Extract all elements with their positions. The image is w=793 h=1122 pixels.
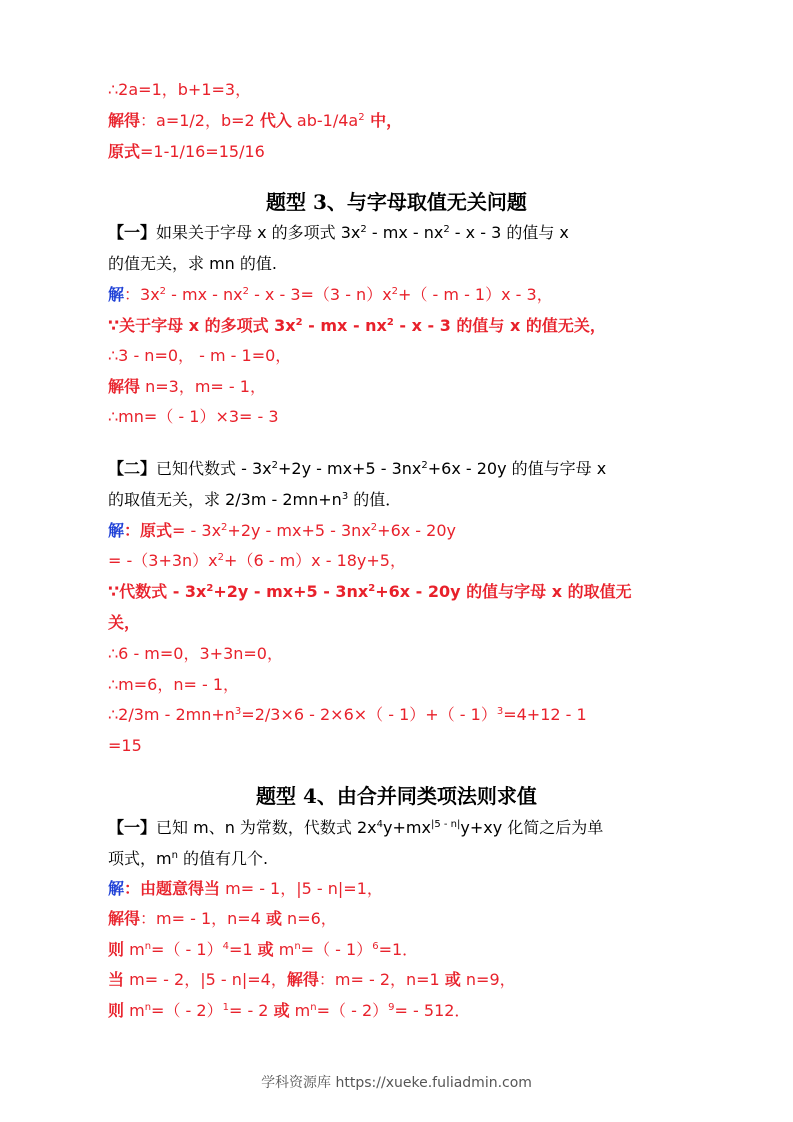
footer-source: 学科资源库 https://xueke.fuliadmin.com	[261, 1075, 532, 1091]
s3-q1-solution-line-3: ∴3 - n=0， - m - 1=0，	[108, 346, 292, 365]
section-4-title: 题型 4、由合并同类项法则求值	[256, 784, 537, 808]
s4-q1-question-line-2: 项式，$m^n$ 的值有几个.	[108, 849, 269, 868]
s3-q1-solution-line-2: ∵关于字母 x 的多项式 $3x^2$ - mx - $nx^2$ - x - 3 的值与 x 的值无关，	[108, 316, 606, 335]
s3-q2-solution-line-3: ∵代数式 - $3x^2+2y - mx+5 - 3nx^2+6x - 20y$ 的值与字母 x 的取值无	[108, 582, 632, 601]
s3-q2-solution-line-8: =15	[108, 736, 142, 755]
s3-q2-solution-line-6: ∴m=6，n= - 1，	[108, 675, 240, 694]
prev-solution-line-3: 原式=1-1/16=15/16	[108, 142, 265, 161]
s3-q1-solution-line-1: 解：$3x^2$ - mx - $nx^2 - x - 3=(3 - n)x^2+( - m - 1)x - 3$，	[108, 285, 553, 304]
prev-solution-line-2: 解得：a=1/2，b=2 代入 $ab-1/4a^2$ 中，	[108, 111, 403, 130]
s4-q1-solution-line-4: 当 m= - 2，|5 - n|=4，解得：m= - 2，n=1 或 n=9，	[108, 970, 516, 989]
s3-q1-question-line-1: 【一】如果关于字母 x 的多项式 $3x^2$ - mx - $nx^2$ - x - 3 的值与 x	[108, 223, 569, 242]
prev-solution-line-1: ∴2a=1，b+1=3，	[108, 80, 252, 99]
s4-q1-solution-line-5: 则 $m^n=( - 2)^1= - 2$ 或 $m^n=( - 2)^9= - 512$．	[108, 1001, 471, 1020]
s4-q1-solution-line-2: 解得：m= - 1，n=4 或 n=6，	[108, 909, 337, 928]
s3-q2-solution-line-5: ∴6 - m=0，3+3n=0，	[108, 644, 283, 663]
s4-q1-question-line-1: 【一】已知 m、n 为常数，代数式 $2x^4y+mx^{|5 - n|}y+xy$ 化简之后为单	[108, 818, 604, 837]
s3-q2-solution-line-1: 解：原式= - $3x^2+2y - mx+5 - 3nx^2+6x - 20y$	[108, 521, 456, 540]
s3-q2-question-line-2: 的取值无关，求 $2/3m - 2mn+n^3$ 的值．	[108, 490, 402, 509]
section-3-title: 题型 3、与字母取值无关问题	[266, 190, 527, 214]
s3-q2-solution-line-2: = $-(3+3n)x^2+(6 - m)x - 18y+5$，	[108, 551, 406, 570]
s4-q1-solution-line-3: 则 $m^n=( - 1)^4=1$ 或 $m^n=( - 1)^6=1$．	[108, 940, 419, 959]
s3-q2-question-line-1: 【二】已知代数式 - $3x^2+2y - mx+5 - 3nx^2+6x - 20y$ 的值与字母 x	[108, 459, 607, 478]
s3-q1-solution-line-5: ∴mn=（ - 1）×3= - 3	[108, 407, 279, 426]
s3-q2-solution-line-4: 关，	[108, 613, 141, 632]
s4-q1-solution-line-1: 解：由题意得当 m= - 1，|5 - n|=1，	[108, 879, 383, 898]
s3-q1-solution-line-4: 解得 n=3，m= - 1，	[108, 377, 266, 396]
s3-q1-question-line-2: 的值无关，求 mn 的值.	[108, 254, 277, 273]
s3-q2-solution-line-7: ∴2/3m - $2mn+n^3=2/3\times 6 - 2\times 6\times( - 1)+( - 1)^3=4+12 - 1$	[108, 705, 587, 724]
